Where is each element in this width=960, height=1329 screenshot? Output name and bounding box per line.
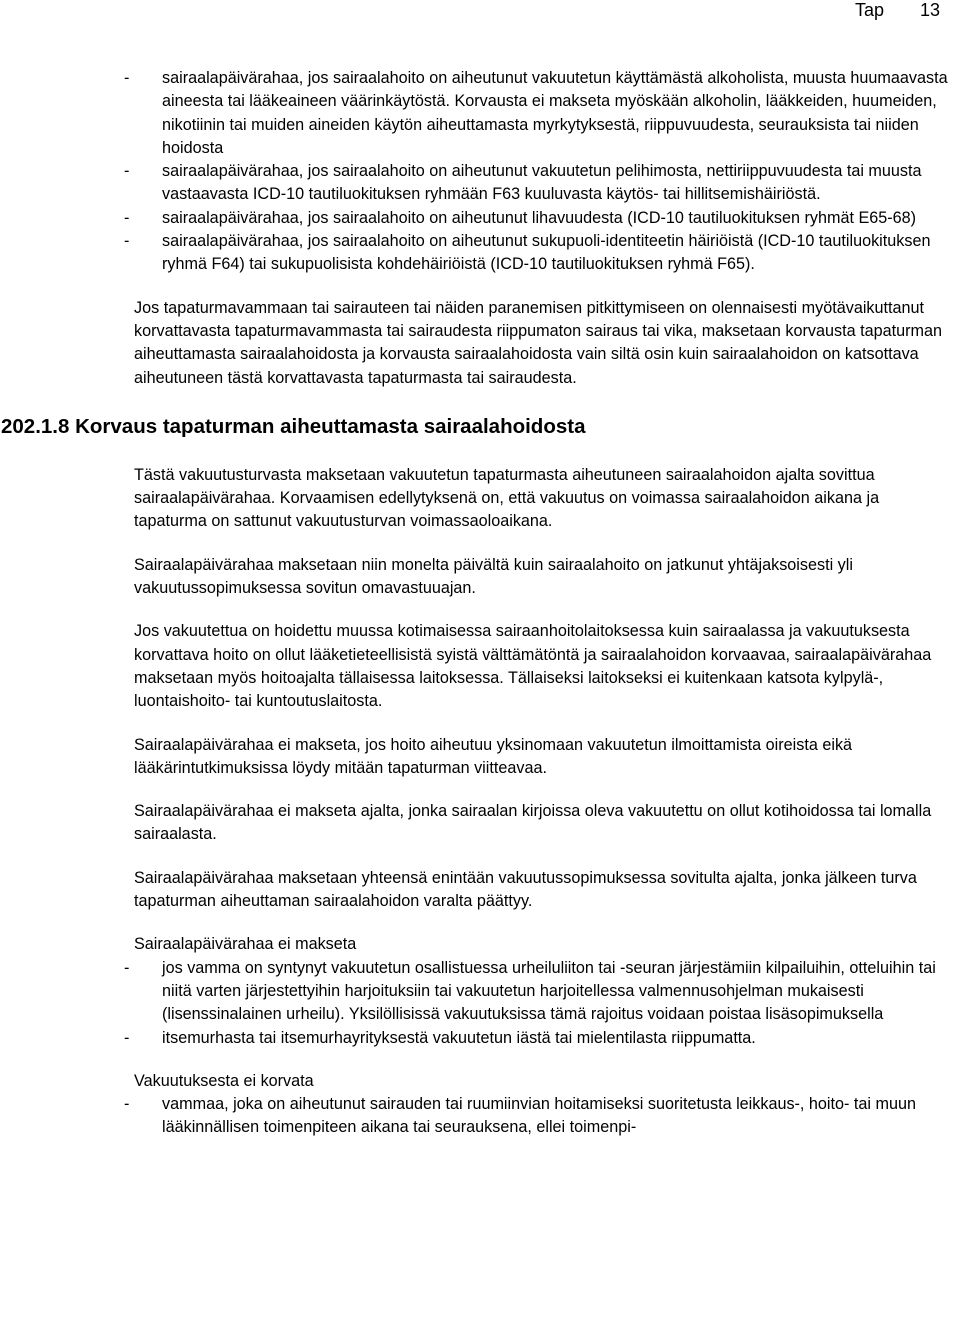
not-covered-list [124,1093,954,1140]
page-number: 13 [919,0,940,20]
list-item [124,67,954,160]
list-dash: - [124,1028,130,1047]
list-dash: - [124,162,130,181]
list-item [124,957,954,1027]
not-paid-list [124,957,954,1050]
list-item-text: sairaalapäivärahaa, jos sairaalahoito on aiheutunut lihavuudesta (ICD-10 tautiluokituksen ryhmät E65-68) [162,208,917,227]
list-dash: - [124,208,130,227]
list-item-text: sairaalapäivärahaa, jos sairaalahoito on aiheutunut vakuutetun käyttämästä alkoholista, muusta huumaavasta aineesta tai lääkeaineen väärinkäytöstä. Korvausta ei makseta myöskään alkoholin, lääkkeiden, huumeiden, nikotiinin tai muiden aineiden käytön aiheuttamasta myrkytyksestä, riippuvuudesta, seurauksista tai niiden hoidosta [162,69,948,157]
list-dash: - [124,958,130,977]
not-covered-label: Vakuutuksesta ei korvata [134,1071,314,1090]
list-item-text: vammaa, joka on aiheutunut sairauden tai ruumiinvian hoitamiseksi suoritetusta leikkaus-, hoito- tai muun lääkinnällisen toimenpiteen aikana tai seurauksena, ellei toimenpi- [162,1095,917,1137]
header-label: Tap [854,0,884,20]
list-item [124,230,954,277]
paragraph: Jos vakuutettua on hoidettu muussa kotimaisessa sairaanhoitolaitoksessa kuin sairaalassa ja vakuutuksesta korvattava hoito on ollut lääketieteellisistä syistä välttämätöntä ja sairaalahoidon korvaavaa, sairaalapäivärahaa maksetaan myös hoitoajalta tällaisessa laitoksessa. Tällaiseksi laitokseksi ei kuitenkaan katsota kylpylä-, luontaishoito- tai kuntoutuslaitosta. [134,622,932,711]
paragraph: Sairaalapäivärahaa ei makseta, jos hoito aiheutuu yksinomaan vakuutetun ilmoittamista oireista eikä lääkärintutkimuksissa löydy mitään tapaturman viitteavaa. [134,735,853,777]
list-item-text: jos vamma on syntynyt vakuutetun osallistuessa urheiluliiton tai -seuran järjestämiin kilpailuihin, otteluihin tai niitä varten järjestettyihin harjoituksiin tai vakuutetun harjoitellessa valmennusohjelman mukaisesti (lisenssinalainen urheilu). Yksilöllisissä vakuutuksissa tämä rajoitus voidaan poistaa lisäsopimuksella [162,958,936,1024]
section-heading: 202.1.8 Korvaus tapaturman aiheuttamasta sairaalahoidosta [1,414,586,438]
list-item-text: itsemurhasta tai itsemurhayrityksestä vakuutetun iästä tai mielentilasta riippumatta. [162,1028,756,1047]
list-item [124,207,954,230]
document-body [1,67,954,1140]
list-dash: - [124,232,130,251]
list-item [124,160,954,207]
paragraph: Tästä vakuutusturvasta maksetaan vakuutetun tapaturmasta aiheutuneen sairaalahoidon ajalta sovittua sairaalapäivärahaa. Korvaamisen edellytyksenä on, että vakuutus on voimassa sairaalahoidon aikana ja tapaturma on sattunut vakuutusturvan voimassaoloaikana. [134,465,880,531]
not-paid-label: Sairaalapäivärahaa ei makseta [134,935,357,954]
list-item-text: sairaalapäivärahaa, jos sairaalahoito on aiheutunut vakuutetun pelihimosta, nettiriippuvuudesta tai muusta vastaavasta ICD-10 tautiluokituksen ryhmään F63 kuuluvasta käytös- tai hillitsemishäiriöstä. [162,162,922,204]
paragraph: Jos tapaturmavammaan tai sairauteen tai näiden paranemisen pitkittymiseen on olennaisesti myötävaikuttanut korvattavasta tapaturmavammasta tai sairaudesta riippumaton sairaus tai vika, maksetaan korvausta tapaturman aiheuttamasta sairaalahoidosta ja korvausta sairaalahoidosta vain siltä osin kuin sairaalahoidon on katsottava aiheutuneen tästä korvattavasta tapaturmasta tai sairaudesta. [134,298,942,387]
list-item-text: sairaalapäivärahaa, jos sairaalahoito on aiheutunut sukupuoli-identiteetin häiriöistä (ICD-10 tautiluokituksen ryhmä F64) tai sukupuolisista kohdehäiriöistä (ICD-10 tautiluokituksen ryhmä F65). [162,232,931,274]
paragraph: Sairaalapäivärahaa ei makseta ajalta, jonka sairaalan kirjoissa oleva vakuutettu on ollut kotihoidossa tai lomalla sairaalasta. [134,802,932,844]
exclusion-list [124,67,954,277]
paragraph: Sairaalapäivärahaa maksetaan niin monelta päivältä kuin sairaalahoito on jatkunut yhtäjaksoisesti yli vakuutussopimuksessa sovitun omavastuuajan. [134,555,853,598]
list-item [124,1027,954,1050]
list-item [124,1093,954,1140]
list-dash: - [124,1095,130,1114]
paragraph: Sairaalapäivärahaa maksetaan yhteensä enintään vakuutussopimuksessa sovitulta ajalta, jonka jälkeen turva tapaturman aiheuttaman sairaalahoidon varalta päättyy. [134,868,917,911]
list-dash: - [124,69,130,87]
